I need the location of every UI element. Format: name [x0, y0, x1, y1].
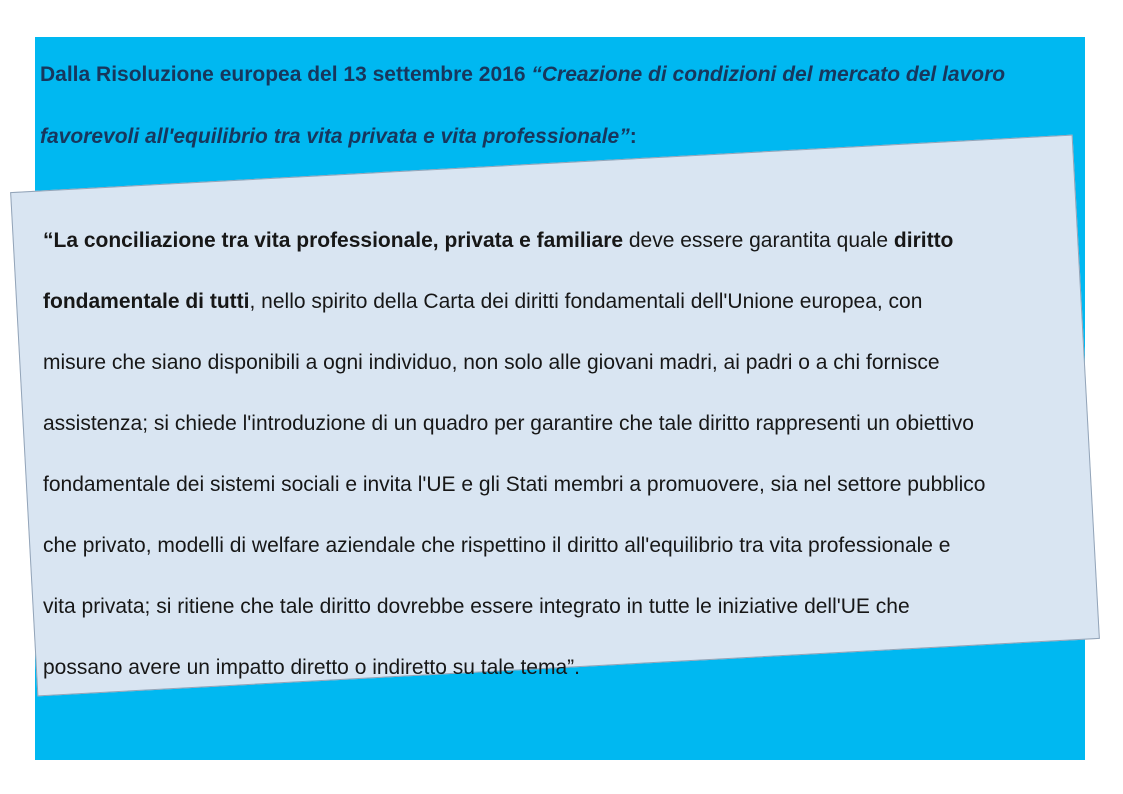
text-segment: “Creazione di condizioni del mercato del lavoro	[531, 63, 1006, 86]
text-line	[43, 271, 1093, 332]
text-segment: possano avere un impatto diretto o indiretto su tale tema”.	[43, 656, 580, 679]
text-line	[43, 393, 1093, 454]
text-segment: Dalla Risoluzione europea del 13 settembre 2016	[40, 63, 532, 86]
slide-header-resolution-title	[40, 44, 1070, 168]
text-segment: favorevoli all'equilibrio tra vita privata e vita professionale”	[40, 125, 630, 148]
text-segment: deve essere garantita quale	[623, 229, 894, 252]
text-segment: assistenza; si chiede l'introduzione di un quadro per garantire che tale diritto rappresenti un obiettivo	[43, 412, 974, 435]
text-segment: , nello spirito della Carta dei diritti fondamentali dell'Unione europea, con	[249, 290, 923, 313]
text-line	[40, 44, 1070, 106]
text-segment: :	[629, 125, 637, 148]
text-segment: fondamentale di tutti	[43, 290, 250, 313]
text-line	[43, 332, 1093, 393]
text-segment: vita privata; si ritiene che tale diritto dovrebbe essere integrato in tutte le iniziative dell'UE che	[43, 595, 910, 618]
text-segment: che privato, modelli di welfare aziendale che rispettino il diritto all'equilibrio tra vita professionale e	[43, 534, 951, 557]
text-line	[43, 576, 1093, 637]
resolution-quote-paragraph	[43, 210, 1093, 698]
text-line	[43, 210, 1093, 271]
text-line	[43, 454, 1093, 515]
text-line	[43, 637, 1093, 698]
text-line	[40, 106, 1070, 168]
text-segment: misure che siano disponibili a ogni individuo, non solo alle giovani madri, ai padri o a chi fornisce	[43, 351, 940, 374]
text-segment: diritto	[893, 229, 954, 252]
text-line	[43, 515, 1093, 576]
text-segment: fondamentale dei sistemi sociali e invita l'UE e gli Stati membri a promuovere, sia nel settore pubblico	[43, 473, 986, 496]
text-segment: “La conciliazione tra vita professionale, privata e familiare	[43, 229, 624, 252]
